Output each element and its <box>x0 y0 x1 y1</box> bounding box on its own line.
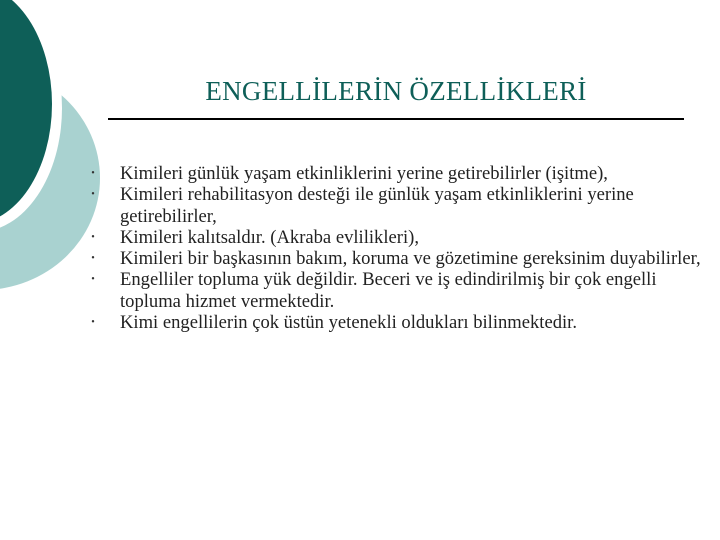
bullet-item <box>88 184 716 227</box>
bullet-icon: • <box>91 317 95 329</box>
bullet-text: Kimileri bir başkasının bakım, koruma ve gözetimine gereksinim duyabilirler, <box>120 248 701 270</box>
bullet-item <box>88 312 716 333</box>
bullet-text: Kimi engellilerin çok üstün yetenekli oldukları bilinmektedir. <box>120 312 577 334</box>
bullet-item <box>88 248 716 269</box>
bullet-list <box>88 163 716 333</box>
bullet-text: Kimileri günlük yaşam etkinliklerini yerine getirebilirler (işitme), <box>120 163 608 184</box>
bullet-item <box>88 163 716 184</box>
title-underline <box>108 118 684 120</box>
bullet-icon: • <box>91 253 95 265</box>
bullet-text: Kimileri kalıtsaldır. (Akraba evlilikleri), <box>120 226 419 248</box>
bullet-item <box>88 227 716 248</box>
bullet-icon: • <box>91 168 95 179</box>
slide-title: ENGELLİLERİN ÖZELLİKLERİ <box>205 76 587 106</box>
bullet-text: Kimileri rehabilitasyon desteği ile günlük yaşam etkinliklerini yerine getirebilirler, <box>120 184 634 227</box>
bullet-text: Engelliler topluma yük değildir. Beceri ve iş edindirilmiş bir çok engelli topluma hizmet vermektedir. <box>120 269 657 312</box>
bullet-icon: • <box>91 274 95 286</box>
bullet-item <box>88 269 716 312</box>
bullet-icon: • <box>91 231 95 243</box>
bullet-icon: • <box>91 189 95 201</box>
